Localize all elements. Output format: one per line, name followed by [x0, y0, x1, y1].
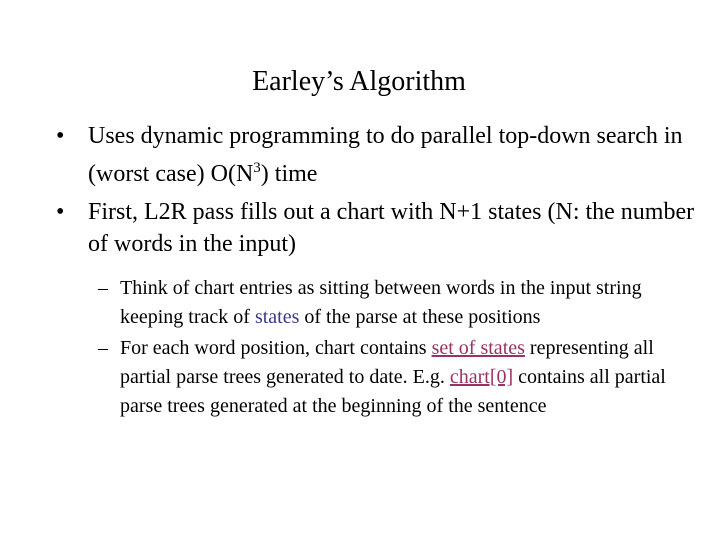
bullet-text: Uses dynamic programming to do parallel top-down search in (worst case) O(N	[88, 123, 683, 187]
subbullet-text: representing all partial parse trees generated to date. E.g.	[120, 337, 654, 388]
subbullet-text: of the parse at these positions	[299, 306, 541, 328]
bullet-item	[56, 120, 696, 190]
dash-marker: –	[98, 337, 108, 359]
highlighted-term: states	[254, 306, 300, 328]
slide-title: Earley’s Algorithm	[252, 66, 466, 97]
set-of-states-link[interactable]: set of states	[431, 337, 525, 359]
dash-marker: –	[98, 277, 108, 299]
superscript: 3	[253, 160, 261, 176]
subbullet-item	[98, 334, 680, 421]
subbullet-item	[98, 274, 680, 332]
bullet-text: ) time	[260, 161, 318, 187]
subbullet-text: For each word position, chart contains	[120, 337, 432, 359]
bullet-item	[56, 196, 696, 260]
subbullet-text: Think of chart entries as sitting between words in the input string keeping track of	[120, 277, 642, 328]
chart0-link[interactable]: chart[0]	[449, 366, 514, 388]
bullet-list	[56, 120, 696, 423]
bullet-text: First, L2R pass fills out a chart with N+1 states (N: the number of words in the input)	[88, 199, 695, 257]
subbullet-text: contains all partial parse trees generated at the beginning of the sentence	[120, 366, 666, 417]
bullet-marker: •	[56, 199, 65, 225]
bullet-marker: •	[56, 123, 65, 149]
